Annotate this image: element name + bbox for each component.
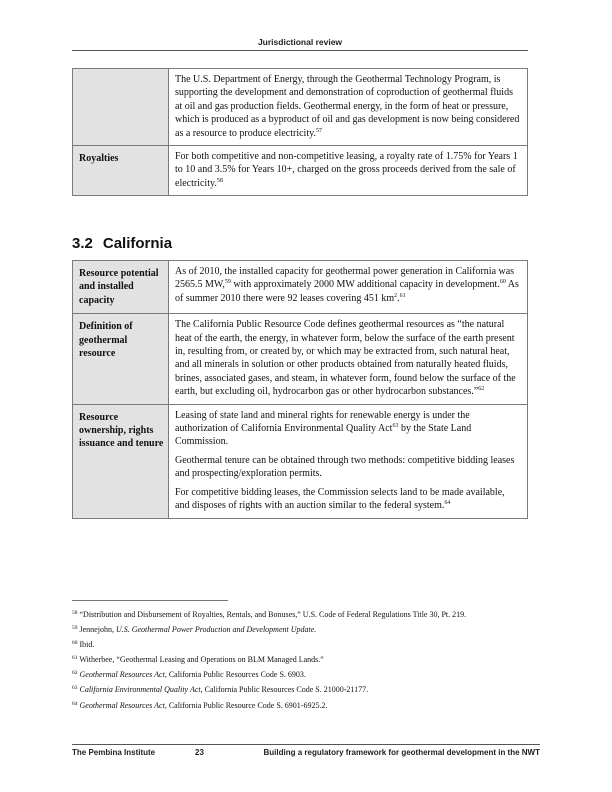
cell-paragraph	[175, 409, 521, 449]
table-row	[73, 69, 528, 146]
footnote-number: 63	[72, 685, 78, 692]
footnote	[72, 701, 530, 712]
table-row	[73, 314, 528, 404]
footnote	[72, 640, 530, 651]
federal-table-continued	[72, 68, 528, 196]
california-table	[72, 260, 528, 519]
cell-paragraph: As of 2010, the installed capacity for geothermal power generation in California was 2565.5 MW,$^{59}$ with approximately 2000 MW additional capacity in development.$^{60}$ As of summer 2010 there were 92 leases covering 451 $km^2.^{61}$	[175, 266, 519, 304]
row-content	[169, 69, 528, 146]
footnote-text: Geothermal Resources Act, California Public Resource Code S. 6901-6925.2.	[79, 700, 328, 710]
cell-paragraph	[175, 73, 521, 140]
cell-paragraph	[175, 454, 521, 481]
row-label: Resource ownership, rights issuance and tenure	[73, 404, 169, 518]
cell-paragraph	[175, 486, 521, 513]
header-rule	[72, 50, 528, 51]
row-label: Definition of geothermal resource	[73, 314, 169, 404]
paragraph-text: Leasing of state land and mineral rights for renewable energy is under the authorization of California Environmental Quality Act	[175, 409, 470, 435]
footnote-text: Jennejohn, U.S. Geothermal Power Production and Development Update.	[77, 625, 317, 635]
row-label: Royalties	[73, 146, 169, 196]
running-header: Jurisdictional review	[257, 37, 343, 47]
footnotes	[72, 610, 530, 716]
footnote-ref: 58	[216, 177, 223, 184]
footnote-ref: 57	[315, 127, 322, 134]
footer-org: The Pembina Institute	[72, 748, 156, 757]
footnote-text: Ibid.	[77, 640, 95, 650]
footer-rule	[72, 744, 540, 745]
row-label: Resource potential and installed capacity	[73, 261, 169, 314]
table-row	[73, 146, 528, 196]
footnote-number: 61	[72, 655, 78, 662]
footnote	[72, 670, 530, 681]
footnote-number: 60	[72, 640, 78, 647]
row-label	[73, 69, 169, 146]
footnote	[72, 685, 530, 696]
table-row	[73, 261, 528, 314]
paragraph-text: The U.S. Department of Energy, through the Geothermal Technology Program, is supporting the development and demonstration of coproduction of geothermal fluids at oil and gas production fields. Geothermal energy, in the form of heat or pressure, which is produced as a byproduct of oil and gas development is now being considered as a resource to produce electricity.	[175, 74, 520, 139]
cell-paragraph	[175, 150, 521, 190]
paragraph-text: For competitive bidding leases, the Commission selects land to be made available, and disposes of rights with an auction similar to the federal system.	[175, 486, 505, 512]
footnote-ref: 63	[392, 423, 399, 430]
footnote-text: “Distribution and Disbursement of Royalties, Rentals, and Bonuses,” U.S. Code of Federal Regulations Title 30, Pt. 219.	[77, 610, 467, 619]
footnote	[72, 655, 530, 666]
paragraph-text: Geothermal tenure can be obtained through two methods: competitive bidding leases and prospecting/exploration permits.	[175, 454, 515, 480]
footnote-number: 62	[72, 670, 78, 677]
footnote-text: Geothermal Resources Act, California Public Resources Code S. 6903.	[79, 670, 306, 680]
paragraph-text-continued: by the State Land Commission.	[175, 423, 472, 448]
footnote	[72, 625, 530, 636]
section-title: California	[102, 235, 173, 252]
table-row	[73, 404, 528, 518]
row-content	[169, 404, 528, 518]
footnote-text: California Environmental Quality Act, California Public Resources Code S. 21000-21177.	[79, 685, 369, 695]
footnote	[72, 610, 530, 621]
row-content	[169, 146, 528, 196]
footnote-number: 64	[72, 700, 78, 707]
row-content	[169, 314, 528, 404]
footnote-ref: 62	[478, 386, 485, 393]
paragraph-text: For both competitive and non-competitive leasing, a royalty rate of 1.75% for Years 1 to 10 and 3.5% for Years 10+, charged on the gross proceeds derived from the sale of electricity.	[175, 151, 518, 189]
row-content	[169, 261, 528, 314]
section-heading	[72, 235, 172, 252]
footnote-number: 58	[72, 610, 78, 616]
section-number: 3.2	[72, 235, 93, 252]
footer-doc-title: Building a regulatory framework for geothermal development in the NWT	[263, 748, 540, 757]
page-number: 23	[195, 748, 204, 757]
footnote-rule	[72, 600, 228, 601]
cell-paragraph	[175, 318, 521, 398]
footnote-text: Witherbee, “Geothermal Leasing and Operations on BLM Managed Lands.”	[77, 655, 324, 665]
footnote-ref: 64	[444, 500, 451, 507]
footnote-number: 59	[72, 625, 78, 632]
paragraph-text: The California Public Resource Code defines geothermal resources as “the natural heat of the earth, the energy, in whatever form, below the surface of the earth present in, resulting from, or created by, or which may be extracted from, such natural heat, and all minerals in solution or other products obtained from naturally heated fluids, brines, associated gases, and steam, in whatever form, found below the surface of the earth, but excluding oil, hydrocarbon gas or other hydrocarbon substances.”	[175, 319, 516, 398]
